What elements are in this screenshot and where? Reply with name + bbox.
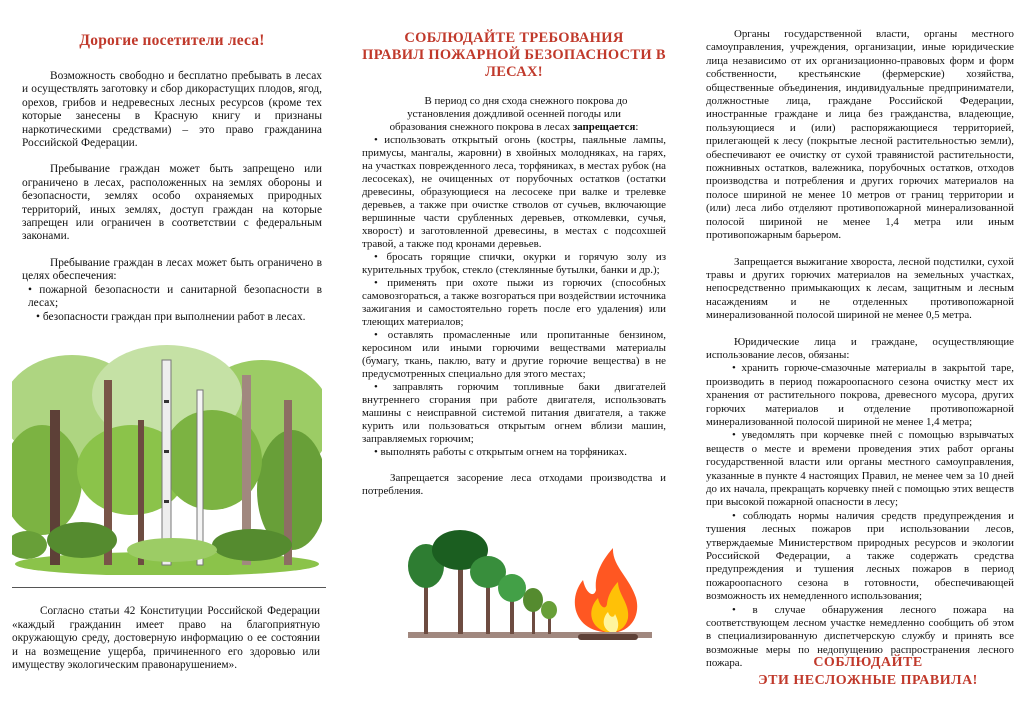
fire-rules-title-line2: ПРАВИЛ ПОЖАРНОЙ БЕЗОПАСНОСТИ В ЛЕСАХ! [362, 47, 666, 80]
forbidden-colon: : [635, 121, 639, 133]
divider [12, 587, 326, 588]
paragraph-territory-clearing: Органы государственной власти, органы местного самоуправления, учреждения, организации, иные юридические лица независимо от их организационно-правовых форм и форм собственности, крестьянские (фермерские) хозяйства, общественные объединения, индивидуальные предприниматели, должностные лица, граждане Российской Федерации, иностранные граждане и лица без гражданства, владеющие, пользующиеся и (или) распоряжающиеся территорией, прилегающей к лесу (покрытые лесной растительностью земли), обеспечивают ее очистку от сухой травянистой растительности, пожнивных остатков, валежника, порубочных остатков, отходов производства и потребления и других горючих материалов на полосе шириной не менее 10 метров от границ территории и (или) леса либо отделяют противопожарной минерализованной полосой шириной не менее 1,4 метра или иным противопожарным барьером. [706, 28, 1014, 242]
constitution-block [12, 605, 320, 673]
paragraph-burning-ban: Запрещается выжигание хвороста, лесной подстилки, сухой травы и других горючих материалов на земельных участках, непосредственно примыкающих к лесам, защитным и лесным насаждениям и не отделенных противопожарной минерализованной полосой шириной не менее 0,5 метра. [706, 255, 1014, 322]
bullet-peat-work: • выполнять работы с открытым огнем на торфяниках. [374, 446, 627, 458]
paragraph-littering: Запрещается засорение леса отходами производства и потребления. [362, 472, 666, 497]
bullet-fueling: • заправлять горючим топливные баки двигателей внутреннего сгорания при работе двигателя, использовать машины с неисправной системой питания двигателя, а также курить или пользоваться открытым огнем вблизи машин, заправляемых горючим; [362, 381, 666, 445]
paragraph-restrictions: Пребывание граждан может быть запрещено или ограничено в лесах, расположенных на землях обороны и безопасности, землях особо охраняемых природных территорий, иных землях, доступ граждан на которые запрещен или ограничен в соответствии с федеральным законами. [22, 163, 322, 243]
paragraph-limit-purposes: Пребывание граждан в лесах может быть ограничено в целях обеспечения: [22, 256, 322, 283]
bullet-hunting-wads: • применять при охоте пыжи из горючих (способных самовозгораться, а также возгораться при воздействии источника зажигания и самостоятельно гореть после его удаления) или тлеющих материалов; [362, 277, 666, 328]
paragraph-forbidden-intro [362, 95, 666, 134]
bullet-oily-materials: • оставлять промасленные или пропитанные бензином, керосином или иными горючими веществами материалы (бумагу, ткань, паклю, вату и другие горючие вещества) в не предусмотренных специально для этого местах; [362, 329, 666, 380]
bullet-explosives: • уведомлять при корчевке пней с помощью взрывчатых веществ о месте и времени проведения этих работ органы государственной власти или органы местного самоуправления, указанные в пункте 4 настоящих Правил, не менее чем за 10 дней до их начала, прекращать корчевку пней с помощью этих веществ при высокой пожарной опасности в лесу; [706, 429, 1014, 509]
bullet-matches: • бросать горящие спички, окурки и горячую золу из курительных трубок, стекло (стеклянные бутылки, банки и др.); [362, 251, 666, 276]
forbidden-word: запрещается [572, 121, 636, 133]
final-call-line1: СОБЛЮДАЙТЕ [813, 655, 923, 670]
fire-rules-title [362, 30, 666, 81]
column-obligations [700, 0, 1024, 722]
forest-fire-illustration [408, 528, 652, 652]
bullet-fuel-storage: • хранить горюче-смазочные материалы в закрытой таре, производить в период пожароопасного сезона очистку мест их хранения от растительного покрова, древесного мусора, других горючих материалов и отделение противопожарной минерализованной полосой шириной не менее 1,4 метра; [706, 362, 1014, 428]
paragraph-right-to-visit: Возможность свободно и бесплатно пребывать в лесах и осуществлять заготовку и сбор дикорастущих плодов, ягод, орехов, грибов и недревесных лесных ресурсов (кроме тех которые занесены в Красную книгу и признаны наркотическими средствами) – это право гражданина Российской Федерации. [22, 70, 322, 150]
forbidden-intro-text: В период со дня схода снежного покрова до установления дождливой осенней погоды или образования снежного покрова в лесах [389, 95, 628, 133]
paragraph-constitution: Согласно статьи 42 Конституции Российской Федерации «каждый гражданин имеет право на благоприятную окружающую среду, достоверную информацию о ее состоянии и на возмещение ущерба, причиненного его здоровью или имуществу экологическим правонарушением». [12, 605, 320, 672]
fire-rules-title-line1: СОБЛЮДАЙТЕ ТРЕБОВАНИЯ [404, 30, 624, 46]
visitors-title: Дорогие посетители леса! [79, 32, 265, 49]
bullet-firefighting-means: • соблюдать нормы наличия средств предупреждения и тушения лесных пожаров при использовании лесов, утверждаемые Министерством природных ресурсов и экологии Российской Федерации, а также содержать средства предупреждения и тушения лесных пожаров в период пожароопасного сезона в готовности, обеспечивающей возможность их немедленного использования; [706, 509, 1014, 603]
final-call-line2: ЭТИ НЕСЛОЖНЫЕ ПРАВИЛА! [758, 673, 978, 688]
bullet-work-safety: • безопасности граждан при выполнении работ в лесах. [36, 310, 306, 323]
forest-illustration [12, 340, 322, 575]
bullet-fire-safety: • пожарной безопасности и санитарной безопасности в лесах; [28, 283, 322, 310]
bullet-open-fire: • использовать открытый огонь (костры, паяльные лампы, примусы, мангалы, жаровни) в хвойных молодняках, на гарях, на участках поврежденного леса, торфяниках, в местах рубок (на лесосеках), не очищенных от порубочных остатков (остатки древесины, образующиеся на лесосеке при валке и трелевке деревьев, а также при очистке стволов от сучьев, включающие вершинные части срубленных деревьев, откомлевки, сучья, хворост) и заготовленной древесины, в местах с подсохшей травой, а также под кронами деревьев. [362, 134, 666, 250]
final-call [718, 654, 1018, 690]
paragraph-obliged: Юридические лица и граждане, осуществляющие использование лесов, обязаны: [706, 335, 1014, 361]
bullet-report-fire: • в случае обнаружения лесного пожара на соответствующем лесном участке немедленно сообщить об этом в специализированную диспетчерскую службу и принять все возможные меры по недопущению распространения лесного пожара. [706, 603, 1014, 670]
